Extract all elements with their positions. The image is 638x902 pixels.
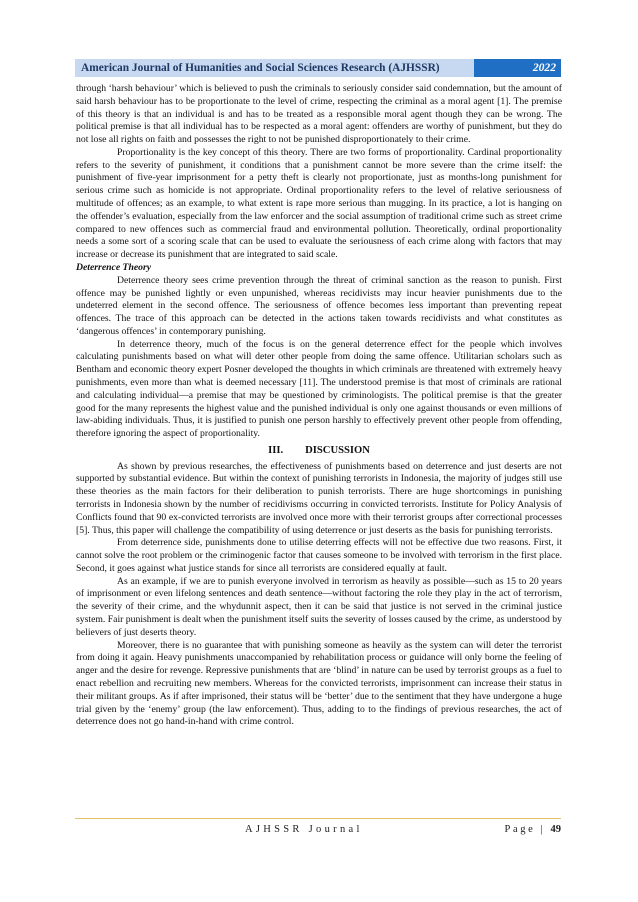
subsection-heading: Deterrence Theory [76, 261, 152, 273]
paragraph: From deterrence side, punishments done to utilise deterring effects will not be effective due two reasons. First, it cannot solve the root problem or the criminogenic factor that causes someone to be involved with terrorism in the first place. Second, it goes against what justice stands for since all terrorists are considered equally at fault. [76, 537, 562, 574]
footer-rule [75, 818, 561, 819]
paragraph: Deterrence theory sees crime prevention through the threat of criminal sanction as the reason to punish. First offence may be punished lightly or even unpunished, whereas recidivists may incur heavier punishments due to the undeterred element in the second offence. The seriousness of offence becomes less important than preventing repeat offences. The trace of this approach can be detected in the actions taken towards recidivists and what constitutes as ‘dangerous offences’ in contemporary punishing. [76, 274, 562, 337]
running-header [75, 59, 561, 77]
paragraph: In deterrence theory, much of the focus is on the general deterrence effect for the people which involves calculating punishments based on what will deter other people from doing the same offence. Utilitarian scholars such as Bentham and economic theory expert Posner developed the thoughts in which criminals are threatened with extremely heavy punishments, even more than what is deemed necessary [11]. The understood premise is that most of criminals are rational and calculating individual—a premise that may be questioned by criminologists. The political premise is that the greater good for the many represents the highest value and the punished individual is only one against thousands or even millions of law-abiding individuals. Thus, it is justified to punish one person harshly to effectively prevent other people from offending, therefore ignoring the aspect of proportionality. [76, 338, 562, 440]
paragraph: Moreover, there is no guarantee that with punishing someone as heavily as the system can will deter the terrorist from doing it again. Heavy punishments unaccompanied by rehabilitation process or guidance will only borne the feeling of anger and the desire for revenge. Repressive punishments that are ‘blind’ in nature can be used by terrorist groups as a fuel to enact rebellion and recruiting new members. Whereas for the convicted terrorists, imprisonment can increase their status in their militant groups. As if after imprisoned, their status will be ‘better’ due to the sentiment that they have undergone a huge trial given by the ‘enemy’ group (the law enforcement). Thus, adding to to the findings of previous researches, the act of deterrence does not go hand-in-hand with crime control. [76, 639, 562, 728]
running-footer [75, 824, 561, 838]
page-label: Page | [504, 824, 546, 835]
page-number [505, 824, 561, 835]
article-body [76, 83, 562, 729]
section-number: III. [268, 444, 284, 456]
paragraph: Proportionality is the key concept of this theory. There are two forms of proportionality. Cardinal proportionality refers to the severity of punishment, it conditions that a punishment cannot be more severe than the crime itself: the punishment of five-year imprisonment for a petty theft is clearly not proportionate, just as months-long punishment for serious crime such as homicide is not appropriate. Ordinal proportionality refers to the level of relative seriousness of multitude of offences; as an example, to what extent is rape more serious than mugging. In its practice, a lot is hanging on the offender’s evaluation, especially from the law enforcer and the social assumption of traditional crime such as street crime compared to new offences such as commercial fraud and environmental pollution. Theoretically, ordinal proportionality needs a some sort of a scoring scale that can be used to evaluate the seriousness of each crime along with factors that may increase or decrease its punishment that are integrated to said scale. [76, 146, 562, 261]
section-title: DISCUSSION [305, 444, 370, 456]
paragraph: As an example, if we are to punish everyone involved in terrorism as heavily as possible—such as 15 to 20 years of imprisonment or even lifelong sentences and death sentence—without factoring the role they play in the act of terrorism, the severity of their crime, and the whydunnit aspect, then it can be said that justice is not served in the criminal justice system. Fair punishment is dealt when the punishment itself suits the severity of losses caused by the crime, as understood by believers of just deserts theory. [76, 575, 562, 638]
section-heading [76, 445, 562, 458]
journal-title: American Journal of Humanities and Social Sciences Research (AJHSSR) [75, 59, 474, 77]
paragraph: through ‘harsh behaviour’ which is believed to push the criminals to seriously consider said condemnation, but the amount of said harsh behaviour has to be proportionate to the level of crime, respecting the criminal as a moral agent [1]. The premise of this theory is that an individual is and has to be treated as a responsible moral agent though they can be wrong. The political premise is that all individual has to be respected as a moral agent: offenders are worthy of punishment, but they do not lose all rights on faith and possesses the right to not be punished disproportionately to their crime. [76, 83, 562, 146]
footer-journal: AJHSSR Journal [245, 824, 363, 835]
page-number-value: 49 [550, 824, 561, 835]
paragraph: As shown by previous researches, the effectiveness of punishments based on deterrence and just deserts are not supported by substantial evidence. But within the context of punishing terrorists in Indonesia, the majority of judges still use these theories as the main factors for their deliberation to punish terrorists. There are huge shortcomings in punishing terrorists in Indonesia shown by the number of recidivisms occurring in convicted terrorists. Institute for Policy Analysis of Conflicts found that 90 ex-convicted terrorists are involved once more with their terrorist groups after correctional processes [5]. Thus, this paper will challenge the compatibility of using deterrence or just deserts as the basis for punishing terrorists. [76, 460, 562, 536]
journal-year: 2022 [474, 59, 561, 77]
